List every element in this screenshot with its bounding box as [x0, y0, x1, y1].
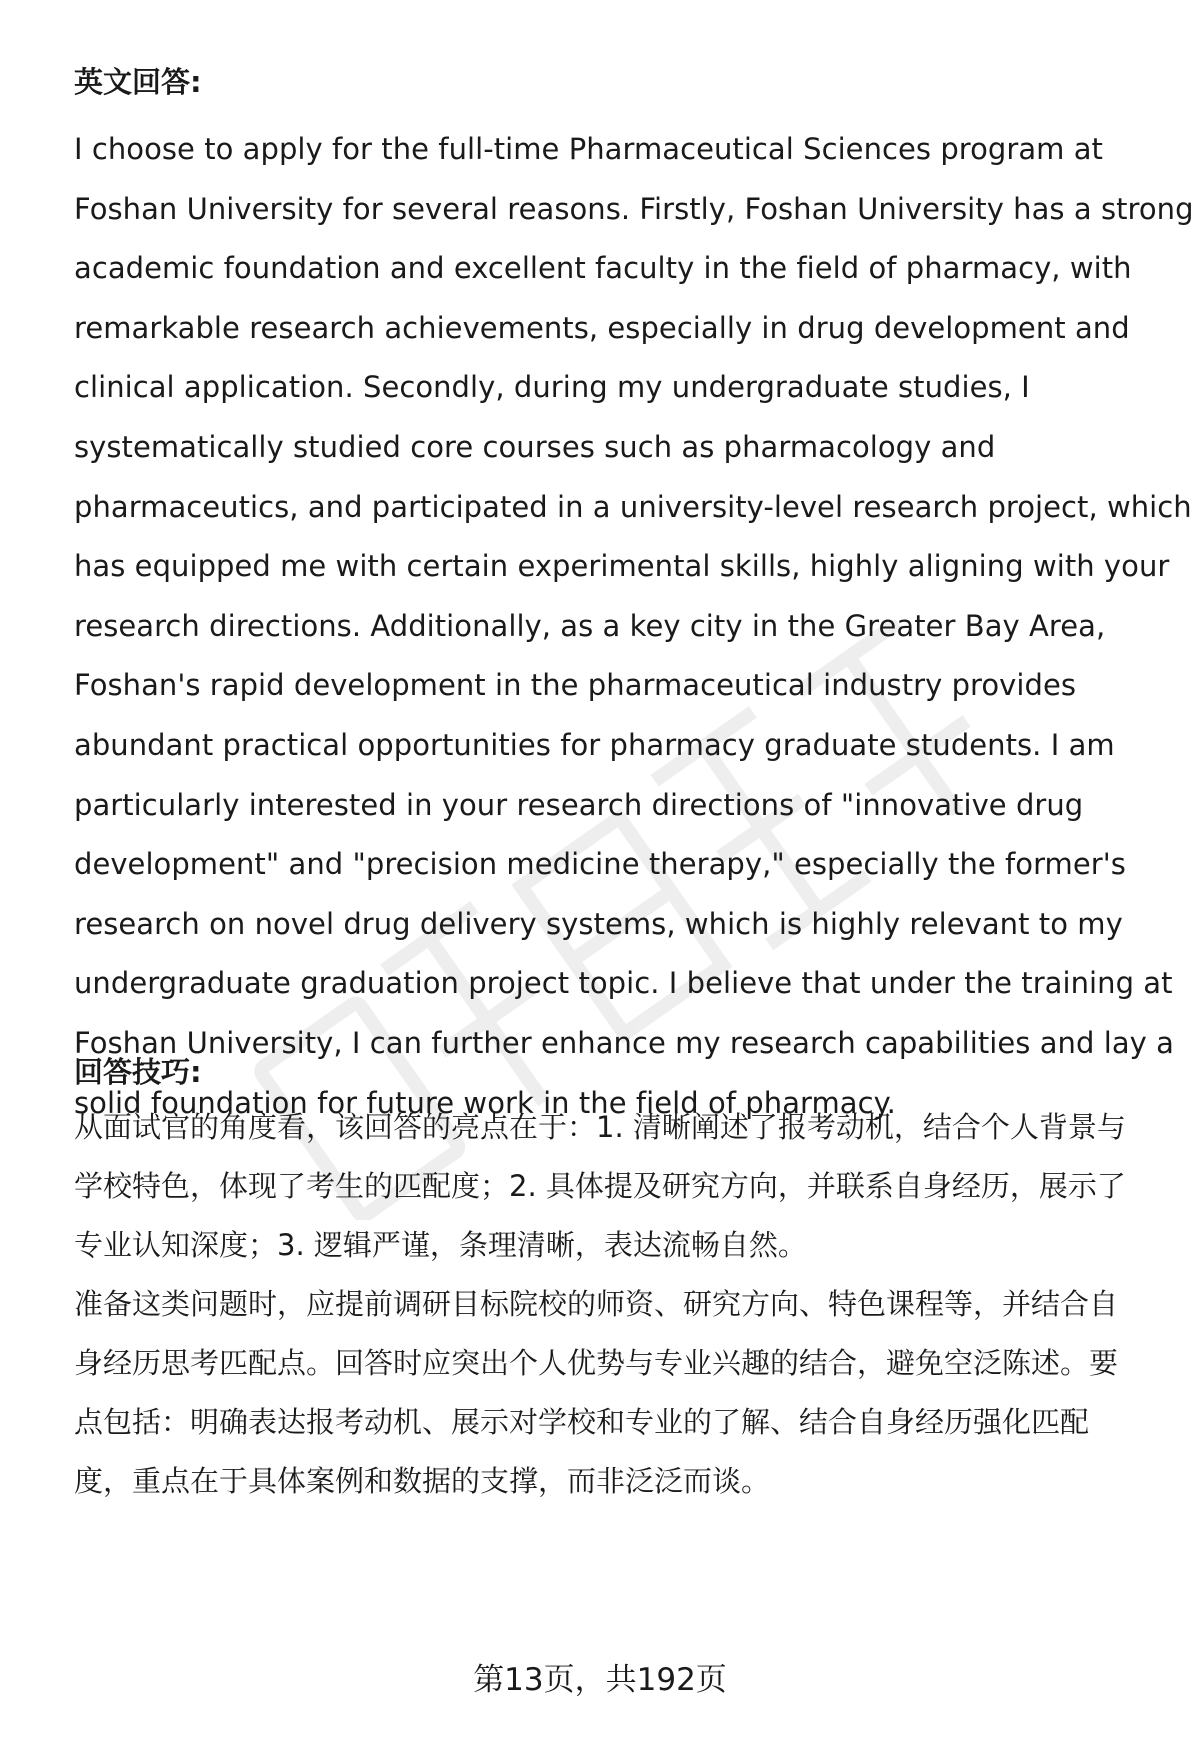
text-line: 从面试官的角度看，该回答的亮点在于：1. 清晰阐述了报考动机，结合个人背景与	[74, 1110, 1126, 1144]
text-line: Foshan's rapid development in the pharmaceutical industry provides	[74, 668, 1077, 703]
english-answer-heading: 英文回答:	[74, 65, 202, 99]
text-line: 度，重点在于具体案例和数据的支撑，而非泛泛而谈。	[74, 1464, 771, 1498]
text-line: particularly interested in your research directions of "innovative drug	[74, 787, 1084, 822]
tips-body	[74, 1098, 1154, 1511]
text-line: 专业认知深度；3. 逻辑严谨，条理清晰，表达流畅自然。	[74, 1228, 807, 1262]
text-line: clinical application. Secondly, during my undergraduate studies, I	[74, 370, 1030, 405]
english-answer-body	[74, 120, 1194, 1133]
text-line: Foshan University for several reasons. Firstly, Foshan University has a strong	[74, 191, 1194, 226]
text-line: academic foundation and excellent faculty in the field of pharmacy, with	[74, 251, 1132, 286]
text-line: 点包括：明确表达报考动机、展示对学校和专业的了解、结合自身经历强化匹配	[74, 1405, 1090, 1439]
text-line: 身经历思考匹配点。回答时应突出个人优势与专业兴趣的结合，避免空泛陈述。要	[74, 1346, 1119, 1380]
text-line: pharmaceutics, and participated in a university-level research project, which	[74, 489, 1192, 524]
page-number: 第13页，共192页	[473, 1662, 727, 1698]
text-line: abundant practical opportunities for pharmacy graduate students. I am	[74, 727, 1115, 762]
text-line: development" and "precision medicine therapy," especially the former's	[74, 847, 1126, 882]
text-line: solid foundation for future work in the field of pharmacy.	[74, 1085, 896, 1120]
text-line: has equipped me with certain experimental skills, highly aligning with your	[74, 549, 1170, 584]
text-line: Foshan University, I can further enhance my research capabilities and lay a	[74, 1025, 1174, 1060]
text-line: remarkable research achievements, especially in drug development and	[74, 310, 1130, 345]
text-line: I choose to apply for the full-time Pharmaceutical Sciences program at	[74, 132, 1103, 166]
text-line: undergraduate graduation project topic. I believe that under the training at	[74, 966, 1173, 1001]
text-line: systematically studied core courses such as pharmacology and	[74, 429, 996, 464]
text-line: research directions. Additionally, as a key city in the Greater Bay Area,	[74, 608, 1106, 643]
text-line: 准备这类问题时，应提前调研目标院校的师资、研究方向、特色课程等，并结合自	[74, 1287, 1119, 1321]
text-line: research on novel drug delivery systems, which is highly relevant to my	[74, 906, 1123, 941]
tips-heading: 回答技巧:	[74, 1055, 202, 1089]
text-line: 学校特色，体现了考生的匹配度；2. 具体提及研究方向，并联系自身经历，展示了	[74, 1169, 1126, 1203]
